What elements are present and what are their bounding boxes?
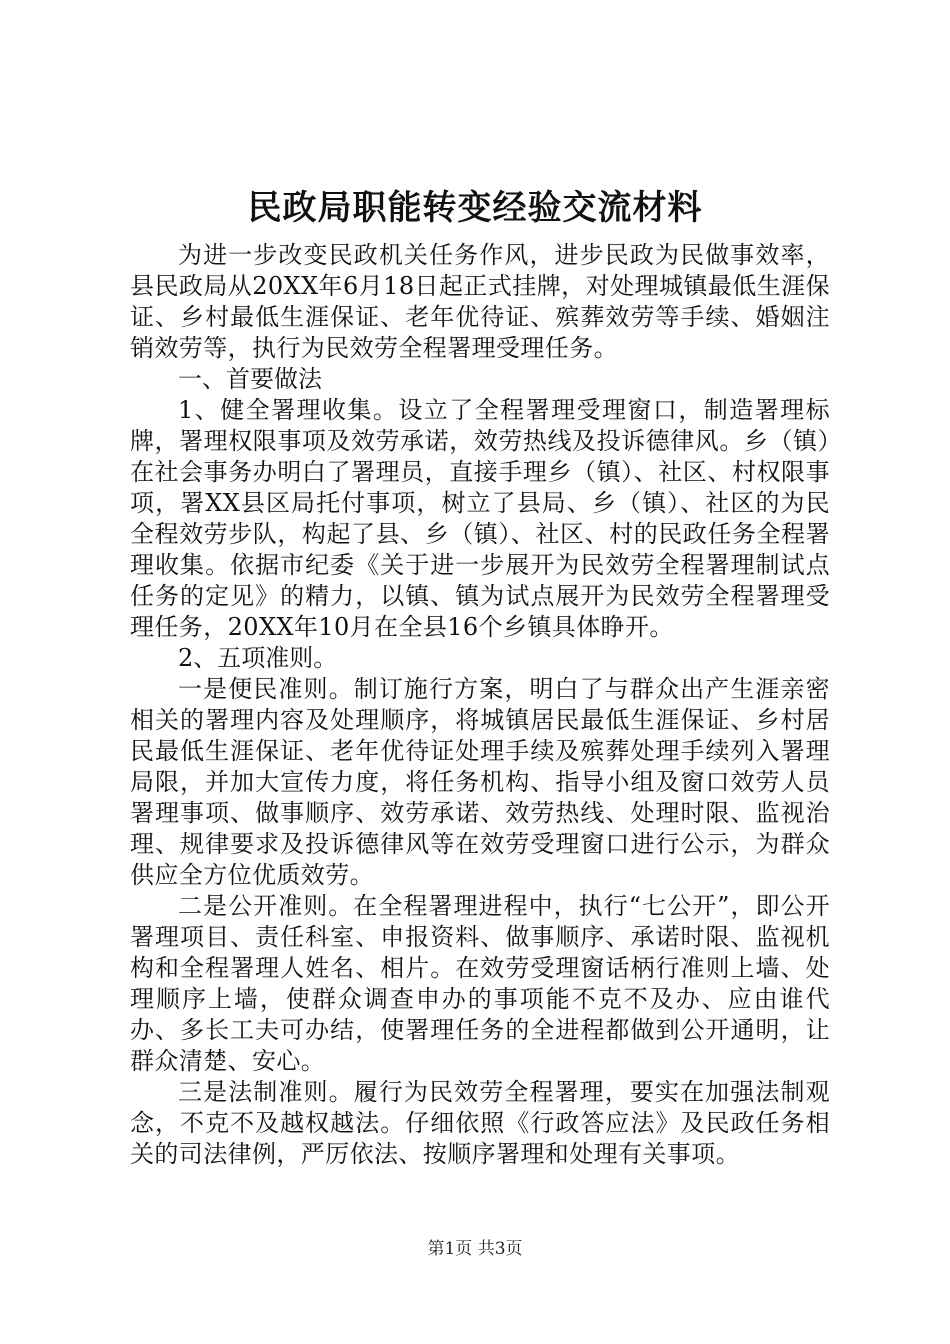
paragraph-openness-principle: 二是公开准则。在全程署理进程中，执行“七公开”，即公开署理项目、责任科室、申报资料、做事顺序、承诺时限、监视机构和全程署理人姓名、相片。在效劳受理窗话柄行准则上墙、处理顺序上墙，使群众调查申办的事项能不克不及办、应由谁代办、多长工夫可办结，使署理任务的全进程都做到公开通明，让群众清楚、安心。 <box>130 892 830 1075</box>
page-footer: 第1页 共3页 <box>427 1239 523 1259</box>
paragraph-network: 1、健全署理收集。设立了全程署理受理窗口，制造署理标牌，署理权限事项及效劳承诺，效劳热线及投诉德律风。乡（镇）在社会事务办明白了署理员，直接手理乡（镇）、社区、村权限事项，署XX县区局托付事项，树立了县局、乡（镇）、社区的为民全程效劳步队，构起了县、乡（镇）、社区、村的民政任务全程署理收集。依据市纪委《关于进一步展开为民效劳全程署理制试点任务的定见》的精力，以镇、镇为试点展开为民效劳全程署理受理任务，20XX年10月在全县16个乡镇具体睁开。 <box>130 396 830 641</box>
paragraph-convenience-principle: 一是便民准则。制订施行方案，明白了与群众出产生涯亲密相关的署理内容及处理顺序，将城镇居民最低生涯保证、乡村居民最低生涯保证、老年优待证处理手续及殡葬处理手续列入署理局限，并加大宣传力度，将任务机构、指导小组及窗口效劳人员署理事项、做事顺序、效劳承诺、效劳热线、处理时限、监视治理、规律要求及投诉德律风等在效劳受理窗口进行公示，为群众供应全方位优质效劳。 <box>130 675 830 889</box>
paragraph-legal-principle: 三是法制准则。履行为民效劳全程署理，要实在加强法制观念，不克不及越权越法。仔细依照《行政答应法》及民政任务相关的司法律例，严厉依法、按顺序署理和处理有关事项。 <box>130 1078 830 1168</box>
document-title: 民政局职能转变经验交流材料 <box>247 188 703 228</box>
document-body <box>130 240 830 1170</box>
paragraph-intro: 为进一步改变民政机关任务作风，进步民政为民做事效率，县民政局从20XX年6月18日起正式挂牌，对处理城镇最低生涯保证、乡村最低生涯保证、老年优待证、殡葬效劳等手续、婚姻注销效劳等，执行为民效劳全程署理受理任务。 <box>130 241 830 362</box>
section-heading-main-practices: 一、首要做法 <box>178 365 322 393</box>
section-heading-five-principles: 2、五项准则。 <box>178 644 338 672</box>
